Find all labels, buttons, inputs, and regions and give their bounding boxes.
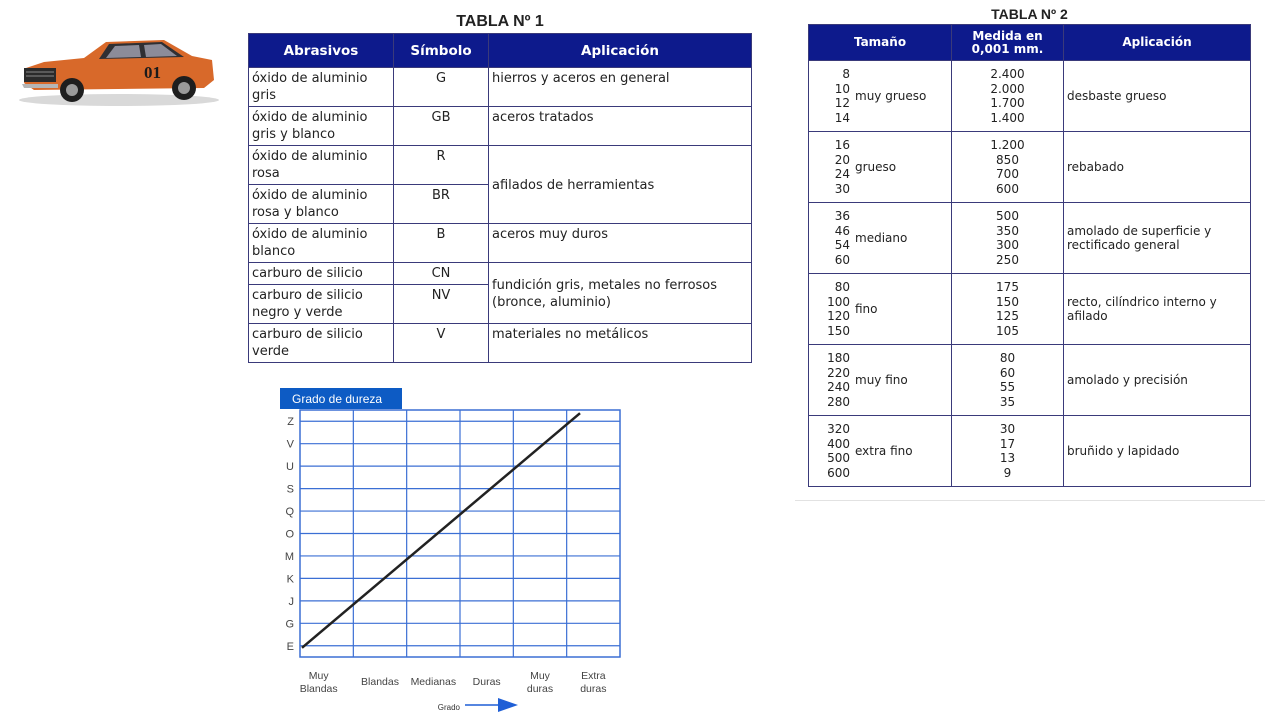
table-row	[809, 203, 1251, 274]
application-cell: amolado y precisión	[1064, 345, 1251, 416]
y-tick-label: K	[286, 573, 294, 586]
size-value: 240	[827, 380, 850, 394]
size-label: fino	[855, 301, 878, 316]
y-tick-label: Q	[285, 506, 294, 519]
size-value: 8	[842, 67, 850, 81]
measure-value: 9	[1003, 465, 1012, 480]
y-tick-label: J	[288, 595, 294, 608]
measure-value: 55	[999, 380, 1016, 394]
measure-value: 125	[996, 309, 1019, 323]
chart-title: Grado de dureza	[292, 392, 383, 406]
measure-value: 2.400	[990, 67, 1025, 81]
size-value: 120	[827, 309, 850, 323]
x-category-label: Medianas	[410, 676, 457, 688]
measure-cell	[952, 132, 1064, 203]
y-tick-label: G	[285, 618, 294, 631]
table-row	[249, 146, 752, 185]
table-row	[249, 107, 752, 146]
x-axis-arrow-head	[498, 698, 518, 712]
table1	[248, 33, 752, 363]
measure-value: 80	[999, 351, 1016, 365]
size-value: 500	[827, 451, 850, 465]
size-label: mediano	[855, 230, 908, 245]
y-tick-label: E	[286, 640, 294, 653]
size-cell	[809, 203, 952, 274]
size-cell	[809, 416, 952, 487]
svg-text:01: 01	[144, 63, 161, 82]
application-cell: afilados de herramientas	[489, 146, 752, 224]
x-category-label: Muy Blandas	[299, 670, 338, 695]
abrasive-cell: óxido de aluminio gris y blanco	[249, 107, 394, 146]
table-row	[809, 416, 1251, 487]
y-tick-label: V	[286, 438, 294, 451]
size-cell	[809, 132, 952, 203]
measure-value: 700	[996, 167, 1019, 181]
table-row	[809, 132, 1251, 203]
abrasive-cell: óxido de aluminio gris	[249, 68, 394, 107]
size-value: 20	[834, 152, 850, 167]
size-cell	[809, 61, 952, 132]
measure-value: 1.200	[990, 138, 1025, 152]
application-cell: desbaste grueso	[1064, 61, 1251, 132]
application-cell: fundición gris, metales no ferrosos (bronce, aluminio)	[489, 263, 752, 324]
measure-cell	[952, 416, 1064, 487]
application-cell: recto, cilíndrico interno y afilado	[1064, 274, 1251, 345]
application-cell: hierros y aceros en general	[489, 68, 752, 107]
symbol-cell: G	[394, 68, 489, 107]
y-tick-label: S	[286, 483, 294, 496]
size-cell	[809, 274, 952, 345]
measure-value: 105	[996, 323, 1019, 338]
measure-value: 250	[996, 252, 1019, 267]
application-cell: bruñido y lapidado	[1064, 416, 1251, 487]
size-value: 320	[827, 422, 850, 436]
measure-value: 300	[996, 238, 1019, 252]
size-value: 16	[834, 138, 850, 152]
hardness-chart	[270, 385, 640, 720]
x-category-label: Extra duras	[580, 670, 607, 695]
measure-value: 30	[999, 422, 1016, 436]
size-value: 600	[827, 465, 850, 480]
size-cell	[809, 345, 952, 416]
size-value: 30	[834, 181, 850, 196]
table-row	[809, 274, 1251, 345]
measure-value: 500	[996, 209, 1019, 223]
table1-title: TABLA Nº 1	[456, 13, 544, 30]
x-axis-label: Grado	[437, 703, 460, 712]
size-label: muy fino	[855, 372, 908, 387]
size-label: muy grueso	[855, 88, 927, 103]
y-tick-label: U	[286, 461, 294, 474]
abrasive-cell: óxido de aluminio rosa y blanco	[249, 185, 394, 224]
table-row	[249, 224, 752, 263]
size-value: 12	[834, 96, 850, 110]
x-category-label: Duras	[472, 676, 501, 688]
measure-value: 1.700	[990, 96, 1025, 110]
measure-value: 350	[996, 223, 1019, 238]
symbol-cell: R	[394, 146, 489, 185]
table-row	[249, 68, 752, 107]
abrasive-cell: carburo de silicio	[249, 263, 394, 285]
col-header-abrasivos: Abrasivos	[249, 34, 394, 68]
size-value: 220	[827, 365, 850, 380]
measure-value: 175	[996, 280, 1019, 294]
size-value: 46	[834, 223, 850, 238]
abrasive-cell: carburo de silicio verde	[249, 324, 394, 363]
measure-value: 13	[999, 451, 1016, 465]
table2-title: TABLA Nº 2	[991, 6, 1068, 22]
car-image	[14, 28, 224, 108]
col-header-aplicacion: Aplicación	[1064, 25, 1251, 61]
symbol-cell: GB	[394, 107, 489, 146]
size-value: 36	[834, 209, 850, 223]
measure-cell	[952, 203, 1064, 274]
col-header-tamano: Tamaño	[809, 25, 952, 61]
measure-value: 150	[996, 294, 1019, 309]
application-cell: materiales no metálicos	[489, 324, 752, 363]
application-cell: aceros muy duros	[489, 224, 752, 263]
col-header-aplicacion: Aplicación	[489, 34, 752, 68]
divider	[795, 500, 1265, 501]
col-header-medida: Medida en 0,001 mm.	[952, 25, 1064, 61]
measure-value: 60	[999, 365, 1016, 380]
table-row	[249, 324, 752, 363]
measure-value: 850	[996, 152, 1019, 167]
y-tick-label: Z	[287, 416, 294, 429]
hardness-line	[302, 413, 580, 648]
measure-cell	[952, 345, 1064, 416]
size-value: 10	[834, 81, 850, 96]
size-value: 24	[834, 167, 850, 181]
measure-cell	[952, 274, 1064, 345]
size-value: 180	[827, 351, 850, 365]
application-cell: aceros tratados	[489, 107, 752, 146]
size-value: 60	[834, 252, 850, 267]
size-value: 54	[834, 238, 850, 252]
size-label: grueso	[855, 159, 897, 174]
measure-value: 17	[999, 436, 1016, 451]
size-value: 400	[827, 436, 850, 451]
measure-cell	[952, 61, 1064, 132]
abrasive-cell: óxido de aluminio blanco	[249, 224, 394, 263]
application-cell: amolado de superficie y rectificado general	[1064, 203, 1251, 274]
size-value: 100	[827, 294, 850, 309]
size-value: 280	[827, 394, 850, 409]
x-category-label: Muy duras	[526, 670, 554, 695]
size-value: 150	[827, 323, 850, 338]
symbol-cell: CN	[394, 263, 489, 285]
table2	[808, 24, 1251, 487]
measure-value: 35	[999, 394, 1016, 409]
measure-value: 600	[996, 181, 1019, 196]
abrasive-cell: carburo de silicio negro y verde	[249, 285, 394, 324]
application-cell: rebabado	[1064, 132, 1251, 203]
measure-value: 1.400	[990, 110, 1025, 125]
y-tick-label: M	[284, 550, 294, 563]
symbol-cell: B	[394, 224, 489, 263]
symbol-cell: V	[394, 324, 489, 363]
size-label: extra fino	[855, 443, 913, 458]
y-tick-label: O	[285, 528, 294, 541]
col-header-simbolo: Símbolo	[394, 34, 489, 68]
table-row	[809, 345, 1251, 416]
measure-value: 2.000	[990, 81, 1025, 96]
table-row	[809, 61, 1251, 132]
size-value: 80	[834, 280, 850, 294]
symbol-cell: BR	[394, 185, 489, 224]
symbol-cell: NV	[394, 285, 489, 324]
x-category-label: Blandas	[361, 676, 399, 688]
size-value: 14	[834, 110, 850, 125]
abrasive-cell: óxido de aluminio rosa	[249, 146, 394, 185]
table-row	[249, 263, 752, 285]
